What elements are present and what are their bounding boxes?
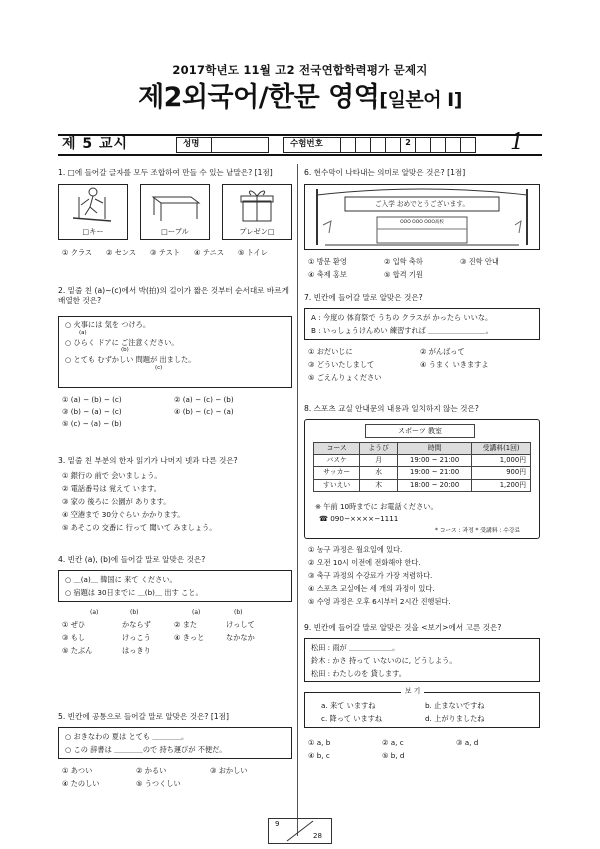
q7-line-1: A : 今度の 体育祭で うちの クラスが かったら いいな。: [311, 313, 493, 322]
q9-choice-d: d. 上がりましたね: [425, 714, 485, 723]
q8-schedule-table: [313, 442, 531, 492]
q2-option-3[interactable]: ③ (b) − (a) − (c): [62, 407, 122, 416]
q5-option-4[interactable]: ④ たのしい: [62, 779, 100, 788]
sheet-total: 28: [313, 832, 322, 840]
q4-line-2: ○ 宿題は 30日までに ＿(b)＿ 出す こと。: [65, 587, 203, 597]
q1-caption-2: □ーブル: [161, 227, 189, 237]
q9-option-4[interactable]: ④ b, c: [308, 751, 330, 760]
q4-option-4[interactable]: ④ きっと: [174, 633, 205, 642]
q9-line-2: 鈴木 : かさ 持って いないのに, どうしよう。: [311, 655, 457, 665]
q5-question: 5. 빈칸에 공통으로 들어갈 말로 알맞은 것은? [1점]: [58, 712, 229, 721]
q4-line-1: ○ ＿(a)＿ 韓国に 来て ください。: [65, 575, 177, 584]
q7-question: 7. 빈칸에 들어갈 말로 알맞은 것은?: [304, 293, 423, 302]
q6-option-5[interactable]: ⑤ 합격 기원: [384, 270, 423, 279]
q9-option-1[interactable]: ① a, b: [308, 738, 331, 747]
q7-dialogue: [304, 308, 540, 340]
q8-sign-title: スポーツ 教室: [365, 424, 475, 438]
table-row: [314, 479, 531, 491]
q4-option-2[interactable]: ② また: [174, 620, 198, 629]
q2-option-4[interactable]: ④ (b) − (c) − (a): [174, 407, 234, 416]
q8-th-day: ようび: [360, 443, 398, 455]
q9-option-5[interactable]: ⑤ b, d: [382, 751, 405, 760]
exam-number-field[interactable]: [340, 137, 490, 153]
ski-icon: [59, 185, 127, 225]
q3-option-1[interactable]: ① 銀行の 前で 会いましょう。: [62, 471, 162, 480]
present-picture: [222, 184, 292, 240]
q8-option-4[interactable]: ④ 스포츠 교실에는 세 개의 과정이 있다.: [308, 584, 435, 593]
q8-option-2[interactable]: ② 오전 10시 이전에 전화해야 한다.: [308, 558, 421, 567]
q9-box-label: 보 기: [401, 687, 424, 696]
q4-question: 4. 빈칸 (a), (b)에 들어갈 말로 알맞은 것은?: [58, 555, 206, 564]
table-row: [314, 455, 531, 467]
q3-question: 3. 밑줄 친 부분의 한자 읽기가 나머지 넷과 다른 것은?: [58, 456, 238, 465]
q7-option-1[interactable]: ① おだいじに: [308, 347, 353, 356]
q6-banner-text: ご入学 おめでとうございます。: [375, 200, 469, 208]
q5-option-2[interactable]: ② かるい: [136, 766, 167, 775]
q3-option-5[interactable]: ⑤ あそこの 交番に 行って 聞いて みましょう。: [62, 523, 217, 532]
q4-option-1[interactable]: ① ぜひ: [62, 620, 86, 629]
table-icon: [141, 185, 209, 225]
q2-passage: [58, 316, 292, 388]
cell: 水: [360, 467, 398, 479]
q9-question: 9. 빈칸에 들어갈 말로 알맞은 것을 <보기>에서 고른 것은?: [304, 623, 502, 632]
ski-picture: [58, 184, 128, 240]
cell: 月: [360, 455, 398, 467]
column-divider: [297, 164, 298, 836]
q3-option-4[interactable]: ④ 空港まで 30分ぐらい かかります。: [62, 510, 185, 519]
q9-line-3: 松田 : わたしのを 貸します。: [311, 668, 406, 678]
q6-option-2[interactable]: ② 입학 축하: [384, 257, 423, 266]
q9-choice-b: b. 止まないですね: [425, 701, 485, 710]
q9-option-3[interactable]: ③ a, d: [456, 738, 479, 747]
q2-option-5[interactable]: ⑤ (c) − (a) − (b): [62, 419, 122, 428]
q5-option-3[interactable]: ③ おかしい: [210, 766, 248, 775]
q8-option-5[interactable]: ⑤ 수영 과정은 오후 6시부터 2시간 진행된다.: [308, 597, 451, 606]
q6-option-1[interactable]: ① 방문 환영: [308, 257, 347, 266]
q9-dialogue: [304, 638, 540, 682]
q5-line-2: ○ この 辞書は ＿＿＿＿ので 持ち運びが 不便だ。: [65, 744, 227, 754]
q6-question: 6. 현수막이 나타내는 의미로 알맞은 것은? [1점]: [304, 168, 466, 177]
q3-option-2[interactable]: ② 電話番号は 覚えて います。: [62, 484, 161, 493]
q6-option-4[interactable]: ④ 축제 홍보: [308, 270, 347, 279]
q9-option-2[interactable]: ② a, c: [382, 738, 404, 747]
q3-option-3[interactable]: ③ 家の 後ろに 公園が あります。: [62, 497, 171, 506]
q5-passage: [58, 727, 292, 759]
exam-title-main: 제2외국어/한문 영역: [138, 82, 380, 113]
q1-option-3[interactable]: ③ テスト: [150, 248, 181, 257]
exam-number-value: 2: [400, 137, 416, 153]
q8-option-1[interactable]: ① 농구 과정은 월요일에 있다.: [308, 545, 403, 554]
name-label: 성명: [176, 137, 212, 153]
period-label: 제 5 교시: [62, 136, 129, 152]
cell: バスケ: [314, 455, 360, 467]
q8-th-fee: 受講料(1回): [472, 443, 531, 455]
q2-question: 2. 밑줄 친 (a)~(c)에서 박(拍)의 길이가 짧은 것부터 순서대로 바르게 배열한 것은?: [58, 286, 289, 306]
q8-th-time: 時間: [397, 443, 471, 455]
q4-option-5b: はっきり: [122, 646, 151, 655]
exam-subtitle: 2017학년도 11월 고2 전국연합학력평가 문제지: [172, 63, 428, 77]
q4-passage: [58, 570, 292, 602]
sheet-indicator: [268, 818, 332, 844]
cell: サッカー: [314, 467, 360, 479]
q8-th-course: コース: [314, 443, 360, 455]
cell: 900円: [472, 467, 531, 479]
q9-choices-box: [304, 687, 540, 728]
q7-option-2[interactable]: ② がんばって: [420, 347, 465, 356]
q6-building-sign: OOO OOO OOO高校: [400, 220, 444, 225]
q5-line-1: ○ おきなわの 夏は とても ＿＿＿＿。: [65, 732, 189, 741]
q4-option-5[interactable]: ⑤ たぶん: [62, 646, 93, 655]
q4-option-3b: けっこう: [122, 633, 151, 642]
table-row: [314, 467, 531, 479]
exam-number-label: 수험번호: [283, 137, 341, 153]
q2-line-2: ○ ひらく ドアに ご注意ください。: [65, 337, 179, 347]
q8-footnote: * コース : 과정 * 受講料 : 수강료: [435, 528, 521, 534]
q8-question: 8. 스포츠 교실 안내문의 내용과 일치하지 않는 것은?: [304, 404, 479, 413]
q2-mark-c: (c): [155, 365, 163, 372]
cell: 木: [360, 479, 398, 491]
q4-option-2b: けっして: [226, 620, 255, 629]
cell: 1,200円: [472, 479, 531, 491]
q7-option-4[interactable]: ④ うまく いきますよ: [420, 360, 489, 369]
q7-option-5[interactable]: ⑤ ごえんりょください: [308, 373, 382, 382]
q8-note-2: ☎ 090−××××−1111: [319, 514, 399, 523]
q6-banner-picture: [304, 184, 540, 250]
q2-option-2[interactable]: ② (a) − (c) − (b): [174, 395, 234, 404]
q1-caption-3: プレゼン□: [239, 227, 275, 237]
q7-option-3[interactable]: ③ どういたしまして: [308, 360, 375, 369]
page-number: 1: [510, 130, 524, 155]
q2-mark-a: (a): [79, 329, 87, 336]
q8-note-1: ※ 午前 10時までに お電話ください。: [315, 502, 438, 511]
q2-line-3: ○ とても むずかしい 問題が 出ました。: [65, 355, 196, 365]
q4-header-b1: (b): [130, 609, 139, 616]
cell: すいえい: [314, 479, 360, 491]
q1-question: 1. □에 들어갈 글자를 모두 조합하여 만들 수 있는 낱말은? [1점]: [58, 168, 273, 177]
q1-pictures: [58, 184, 294, 244]
q4-option-4b: なかなか: [226, 633, 255, 642]
school-gate-icon: [305, 185, 539, 249]
q2-mark-b: (b): [121, 347, 129, 354]
q4-option-1b: かならず: [122, 620, 151, 629]
q5-option-1[interactable]: ① あつい: [62, 766, 93, 775]
cell: 1,000円: [472, 455, 531, 467]
table-picture: [140, 184, 210, 240]
cell: 19:00 ~ 21:00: [397, 467, 471, 479]
cell: 18:00 ~ 20:00: [397, 479, 471, 491]
q1-option-2[interactable]: ② センス: [106, 248, 137, 257]
exam-title-sub: [일본어 Ⅰ]: [379, 89, 462, 111]
q1-caption-1: □キー: [82, 227, 104, 237]
q4-header-b2: (b): [234, 609, 243, 616]
q4-header-a2: (a): [192, 609, 201, 616]
q2-line-1: ○ 火事には 気を つけろ。: [65, 320, 151, 329]
q1-option-4[interactable]: ④ テニス: [194, 248, 225, 257]
q9-line-1: 松田 : 雨が ＿＿＿＿＿＿。: [311, 643, 400, 652]
q8-option-3[interactable]: ③ 축구 과정의 수강료가 가장 저렴하다.: [308, 571, 433, 580]
q9-choice-c: c. 降って いますね: [321, 714, 383, 723]
sheet-current: 9: [275, 820, 280, 828]
q1-option-1[interactable]: ① クラス: [62, 248, 93, 257]
q9-choice-a: a. 来て いますね: [321, 701, 376, 710]
cell: 19:00 ~ 21:00: [397, 455, 471, 467]
q4-option-3[interactable]: ③ もし: [62, 633, 86, 642]
q7-line-2: B : いっしょうけんめい 練習すれば ＿＿＿＿＿＿＿＿。: [311, 325, 493, 335]
q8-notice: [304, 419, 540, 539]
q1-option-5[interactable]: ⑤ トイレ: [238, 248, 268, 257]
q2-option-1[interactable]: ① (a) − (b) − (c): [62, 395, 122, 404]
q6-option-3[interactable]: ③ 진학 안내: [460, 257, 499, 266]
q5-option-5[interactable]: ⑤ うつくしい: [136, 779, 181, 788]
q4-header-a1: (a): [90, 609, 99, 616]
exam-title: [0, 80, 600, 116]
gift-icon: [223, 185, 291, 225]
name-field[interactable]: [211, 137, 269, 153]
